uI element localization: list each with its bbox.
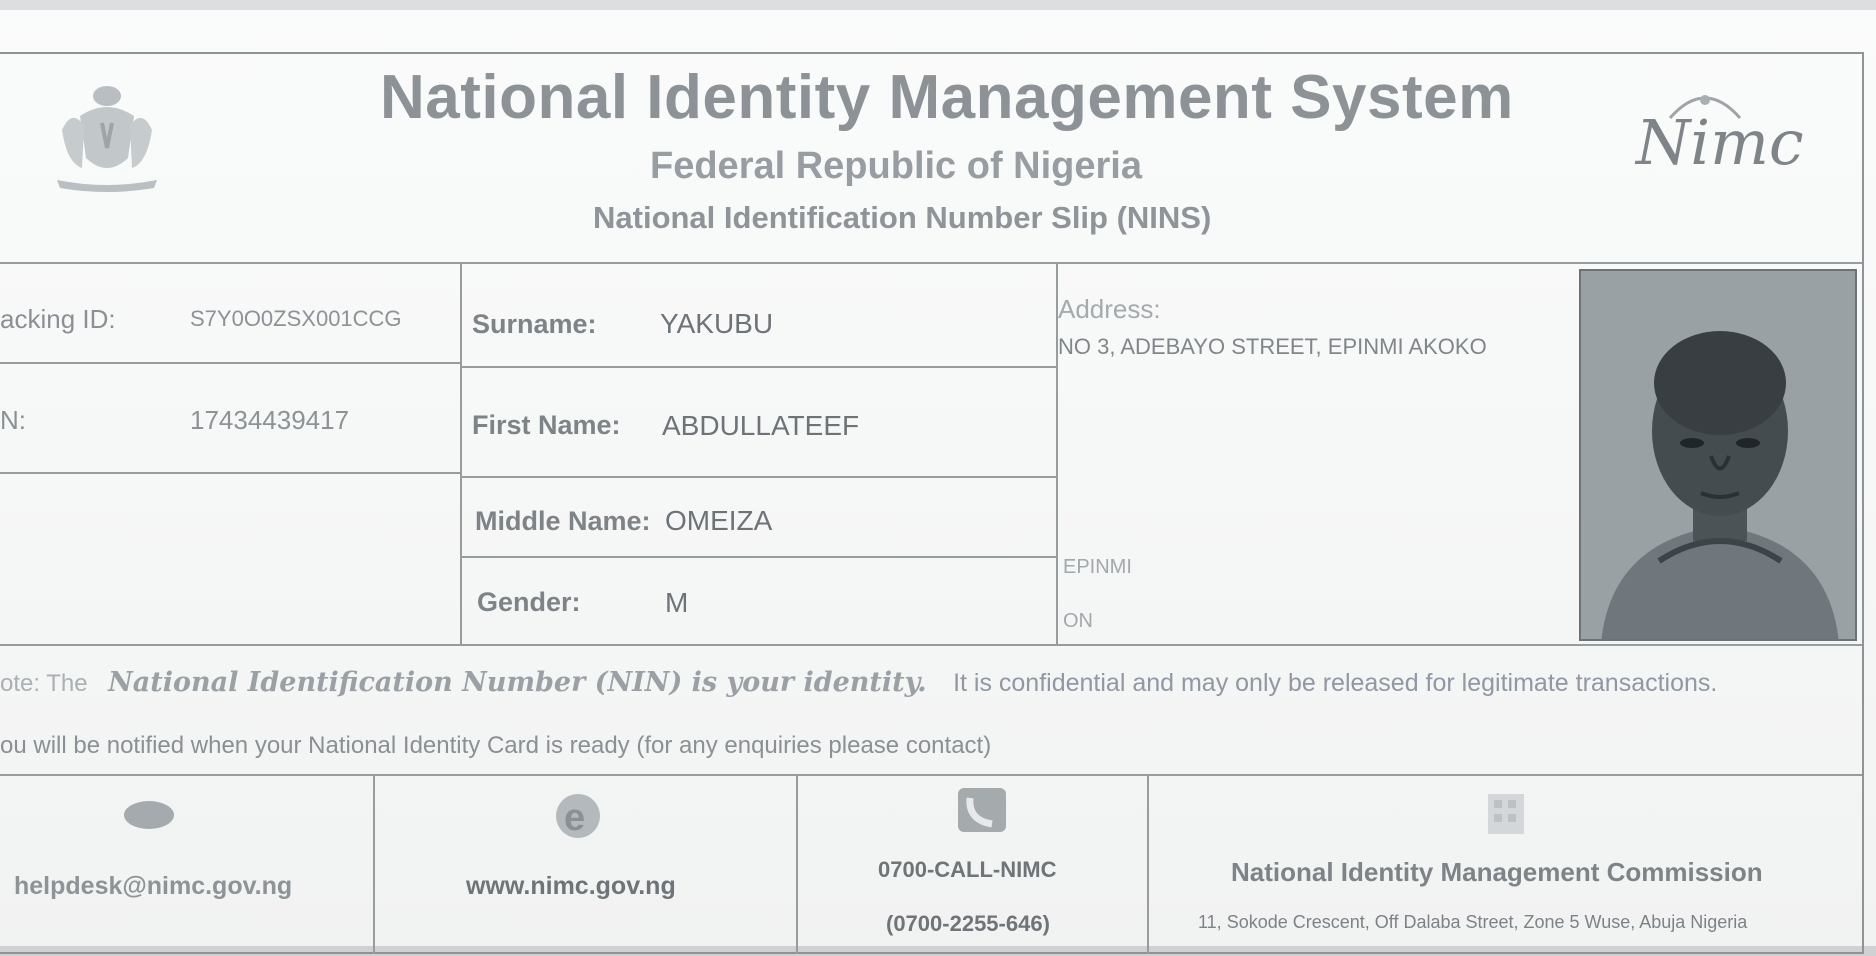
- scan-edge-top: [0, 0, 1876, 10]
- slip-title: National Identification Number Slip (NINS): [593, 200, 1212, 235]
- building-icon: [1484, 790, 1528, 836]
- row-divider-left-1: [0, 362, 460, 364]
- phone-number-digits[interactable]: (0700-2255-646): [886, 911, 1050, 936]
- phone-icon: [956, 786, 1008, 834]
- surname-label: Surname:: [472, 309, 597, 339]
- footer-col-3: [1147, 774, 1149, 954]
- note-emphasis: National Identification Number (NIN) is your identity.: [108, 667, 927, 698]
- nin-value: 17434439417: [190, 405, 350, 435]
- website-link[interactable]: www.nimc.gov.ng: [466, 872, 676, 900]
- row-divider-mid-3: [460, 556, 1056, 558]
- gender-value: M: [665, 587, 689, 618]
- header-divider: [0, 262, 1862, 264]
- address-line-1: NO 3, ADEBAYO STREET, EPINMI AKOKO: [1058, 334, 1487, 359]
- details-divider: [0, 644, 1862, 646]
- page-title: National Identity Management System: [380, 63, 1514, 132]
- nin-label: N:: [0, 405, 26, 435]
- coat-of-arms-icon: [42, 68, 172, 198]
- row-divider-mid-1: [460, 366, 1056, 368]
- svg-text:e: e: [564, 797, 586, 839]
- note-line-2: ou will be notified when your National Identity Card is ready (for any enquiries please contact): [0, 732, 992, 759]
- subtitle: Federal Republic of Nigeria: [650, 145, 1142, 187]
- note-line-1: [0, 667, 1717, 698]
- footer-divider: [0, 774, 1862, 776]
- address-line-2: EPINMI: [1063, 556, 1132, 578]
- tracking-id-value: S7Y0O0ZSX001CCG: [190, 306, 402, 331]
- row-divider-mid-2: [460, 476, 1056, 478]
- phone-number[interactable]: 0700-CALL-NIMC: [878, 857, 1057, 882]
- address-line-3: ON: [1063, 610, 1093, 632]
- tracking-id-label: acking ID:: [0, 304, 116, 334]
- email-icon: [122, 797, 176, 833]
- email-link[interactable]: helpdesk@nimc.gov.ng: [14, 872, 293, 900]
- first-name-label: First Name:: [472, 410, 621, 440]
- first-name-value: ABDULLATEEF: [662, 410, 860, 441]
- internet-icon: [550, 790, 606, 842]
- footer-col-1: [373, 774, 375, 954]
- note-rest: It is confidential and may only be released for legitimate transactions.: [953, 669, 1718, 697]
- nimc-logo-text: Nimc: [1636, 106, 1804, 179]
- passport-photo: [1579, 269, 1857, 641]
- middle-name-value: OMEIZA: [665, 505, 773, 536]
- org-address: 11, Sokode Crescent, Off Dalaba Street, Zone 5 Wuse, Abuja Nigeria: [1198, 912, 1748, 932]
- footer-col-2: [796, 774, 798, 954]
- row-divider-left-2: [0, 472, 460, 474]
- org-name: National Identity Management Commission: [1231, 857, 1763, 887]
- address-label: Address:: [1058, 294, 1161, 324]
- middle-name-label: Middle Name:: [475, 506, 651, 536]
- gender-label: Gender:: [477, 587, 581, 617]
- col-divider-1: [460, 262, 462, 644]
- note-prefix: ote: The: [0, 670, 88, 697]
- surname-value: YAKUBU: [660, 308, 774, 339]
- nimc-logo: [1630, 78, 1804, 188]
